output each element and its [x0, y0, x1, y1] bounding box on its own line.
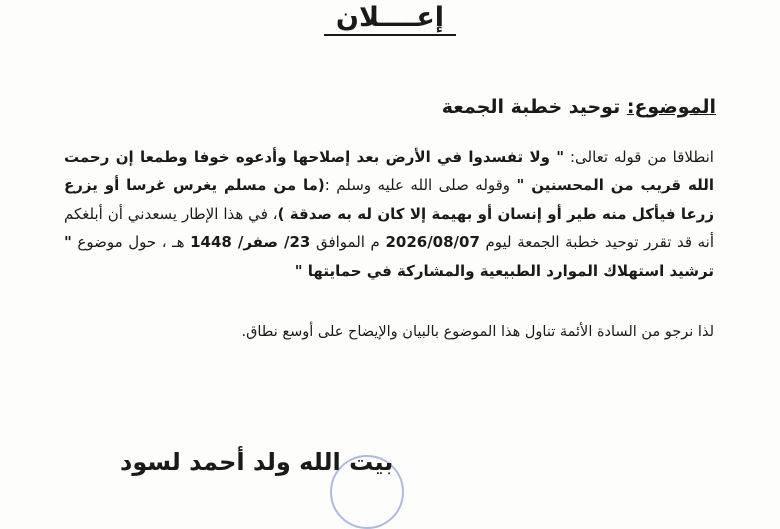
quran-verse: " ولا تفسدوا في الأرض بعد إصلاحها وأدعوه خوفا وطمعا إن رحمت الله قريب من المحسنين ": [64, 148, 715, 195]
subject-label: الموضوع:: [626, 96, 716, 118]
closing-request: لذا نرجو من السادة الأئمة تناول هذا الموضوع بالبيان والإيضاح على أوسع نطاق.: [241, 324, 714, 340]
topic-intro: هـ ، حول موضوع: [71, 233, 191, 252]
signature-block: [0, 448, 780, 478]
date-connector: م الموافق: [310, 233, 386, 252]
quran-intro: انطلاقا من قوله تعالى:: [564, 148, 714, 166]
body-text: [64, 143, 714, 285]
signature-name: بيت الله ولد أحمد لسود: [120, 448, 394, 476]
hadith-intro: وقوله صلى الله عليه وسلم :: [324, 176, 517, 195]
hijri-date: 23/ صفر/ 1448: [190, 233, 311, 252]
decision-text: ، في هذا الإطار يسعدني أن أبلغكم أنه قد تقرر توحيد خطبة الجمعة ليوم: [64, 204, 714, 252]
body-paragraph: [64, 143, 714, 285]
subject-line: [442, 96, 716, 118]
subject-text: توحيد خطبة الجمعة: [441, 96, 627, 118]
announcement-title: [0, 2, 780, 33]
sermon-topic: " ترشيد استهلاك الموارد الطبيعية والمشاركة في حمايتها ": [64, 233, 714, 280]
title-text: إعــــلان: [324, 2, 456, 36]
hadith-text: (ما من مسلم يغرس غرسا أو يزرع زرعا فيأكل منه طير أو إنسان أو بهيمة إلا كان له به صدقة ): [64, 176, 715, 223]
gregorian-date: 2026/08/07: [385, 233, 480, 252]
